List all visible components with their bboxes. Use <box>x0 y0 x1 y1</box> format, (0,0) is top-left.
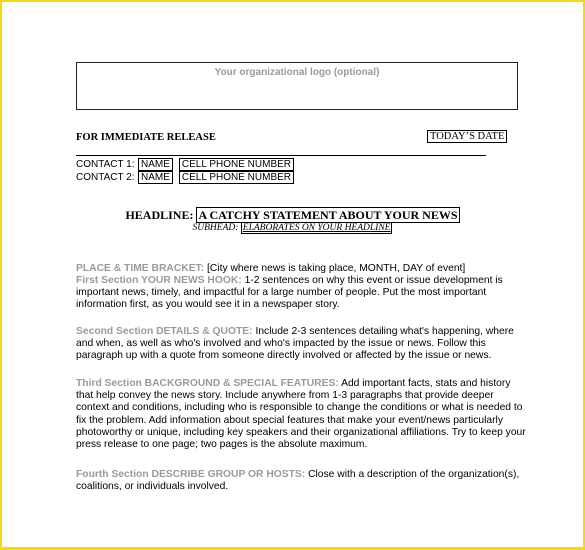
logo-placeholder-text: Your organizational logo (optional) <box>214 67 380 78</box>
subhead-text: ELABORATES ON YOUR HEADLINE <box>242 223 391 233</box>
contact-phone-field: CELL PHONE NUMBER <box>179 158 294 171</box>
section-body: Add important facts, stats and history that help convey the news story. Include anywhere from 1-3 paragraphs that provide deeper context and conditions, including who is responsible to change the conditions or what is needed to fix the problem. Add information about special features that make your event/news particularly photoworthy or unique, including key speakers and their organizational affiliations. Try to keep your press release to one page; two pages is the absolute maximum. <box>76 378 526 451</box>
headline-label: HEADLINE: <box>125 208 194 222</box>
release-label: FOR IMMEDIATE RELEASE <box>76 132 216 143</box>
header-rule <box>76 155 486 156</box>
headline <box>2 208 583 223</box>
section-body: Close with a description of the organization(s), coalitions, or individuals involved. <box>76 469 520 493</box>
section-heading: First Section YOUR NEWS HOOK: <box>76 275 242 286</box>
contact-phone-field: CELL PHONE NUMBER <box>179 171 294 184</box>
section-place-time <box>76 263 528 275</box>
contact-label: CONTACT 1: <box>76 159 135 170</box>
section-details-quote <box>76 326 528 363</box>
document-page <box>2 2 583 547</box>
logo-placeholder-box <box>76 62 518 110</box>
headline-text: A CATCHY STATEMENT ABOUT YOUR NEWS <box>198 208 458 222</box>
section-body: 1-2 sentences on why this event or issue development is important news, timely, and impactful for a large number of people. Put the most important information first, as you would see it in a newspaper story. <box>76 275 503 311</box>
section-news-hook <box>76 275 528 312</box>
subhead-label: SUBHEAD: <box>192 223 239 233</box>
section-background <box>76 378 528 451</box>
contact-name-field: NAME <box>138 171 173 184</box>
section-heading: Second Section DETAILS & QUOTE: <box>76 326 253 337</box>
subhead <box>2 223 583 233</box>
section-body: Include 2-3 sentences detailing what's happening, where and when, as well as who's involved and who's impacted by the issue or news. Follow this paragraph up with a quote from someone directly involved or affected by the issue or news. <box>76 326 514 362</box>
contact-name-field: NAME <box>138 158 173 171</box>
section-heading: PLACE & TIME BRACKET: <box>76 263 205 274</box>
section-describe-group <box>76 469 528 493</box>
section-body: [City where news is taking place, MONTH, DAY of event] <box>204 263 466 274</box>
section-heading: Third Section BACKGROUND & SPECIAL FEATURES: <box>76 378 339 389</box>
contact-row-1 <box>76 159 300 170</box>
contact-label: CONTACT 2: <box>76 172 135 183</box>
date-placeholder: TODAY’S DATE <box>427 130 507 143</box>
section-heading: Fourth Section DESCRIBE GROUP OR HOSTS: <box>76 469 306 480</box>
contact-row-2 <box>76 172 300 183</box>
